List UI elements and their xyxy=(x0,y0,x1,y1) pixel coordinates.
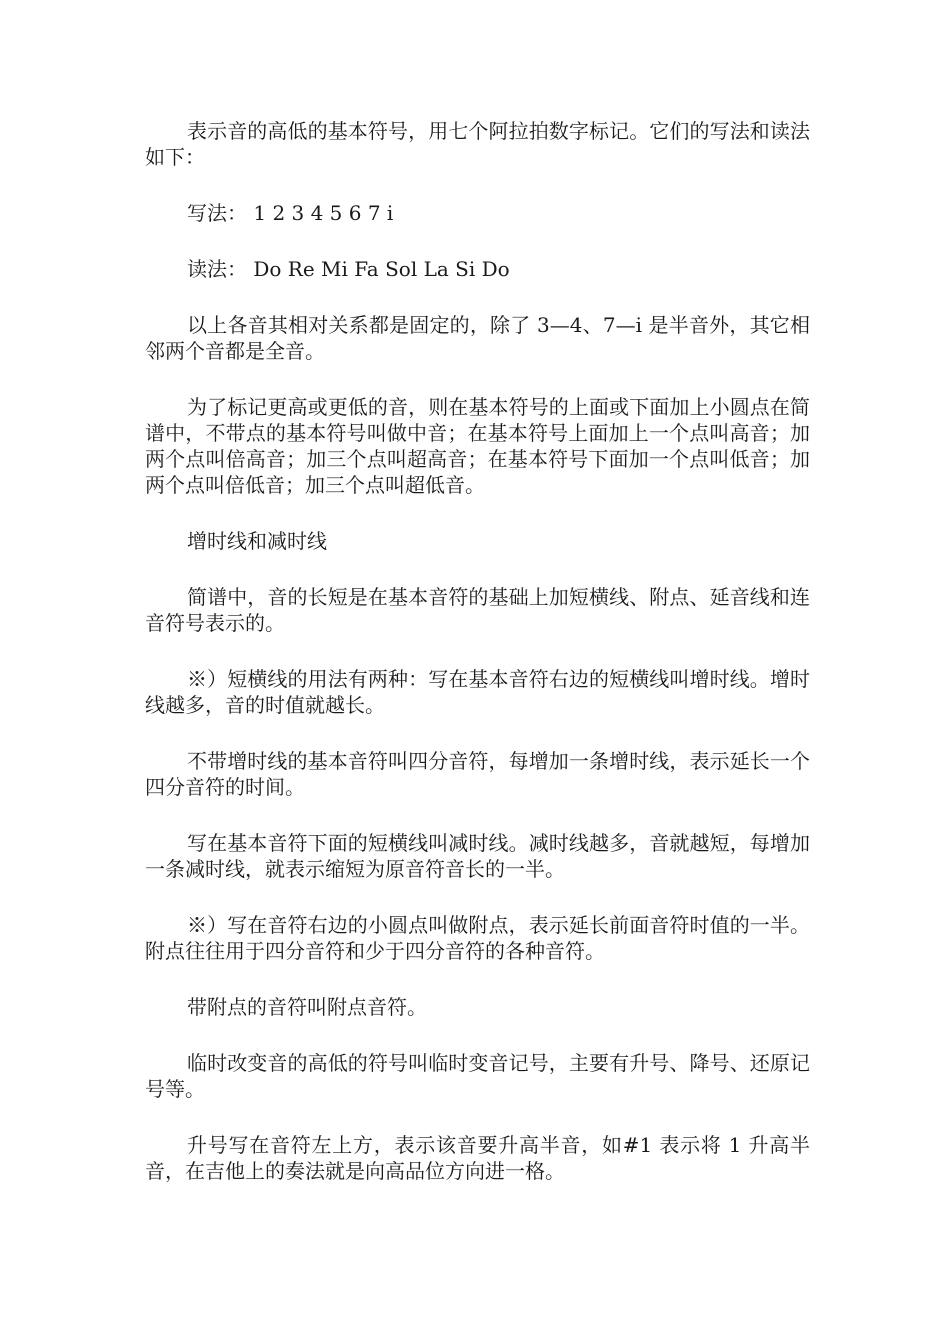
quarter-note-paragraph: 不带增时线的基本音符叫四分音符，每增加一条增时线，表示延长一个四分音符的时间。 xyxy=(145,749,810,799)
interval-paragraph: 以上各音其相对关系都是固定的，除了 3—4、7—i 是半音外，其它相邻两个音都是全音。 xyxy=(145,313,810,363)
dash-usage-paragraph: ※）短横线的用法有两种：写在基本音符右边的短横线叫增时线。增时线越多，音的时值就越长。 xyxy=(145,667,810,717)
section-heading: 增时线和减时线 xyxy=(187,529,327,553)
sharp-paragraph: 升号写在音符左上方，表示该音要升高半音，如#1 表示将 1 升高半音，在吉他上的奏法就是向高品位方向进一格。 xyxy=(145,1133,810,1183)
duration-paragraph: 简谱中，音的长短是在基本音符的基础上加短横线、附点、延音线和连音符号表示的。 xyxy=(145,585,810,635)
reduce-line-paragraph: 写在基本音符下面的短横线叫减时线。减时线越多，音就越短，每增加一条减时线，就表示缩短为原音符音长的一半。 xyxy=(145,831,810,881)
dotted-note-definition: 带附点的音符叫附点音符。 xyxy=(187,995,427,1019)
notation-writing-line: 写法： 1 2 3 4 5 6 7 i xyxy=(187,201,394,225)
intro-paragraph: 表示音的高低的基本符号，用七个阿拉拍数字标记。它们的写法和读法如下： xyxy=(145,119,810,169)
accidentals-paragraph: 临时改变音的高低的符号叫临时变音记号，主要有升号、降号、还原记号等。 xyxy=(145,1051,810,1101)
octave-dots-paragraph: 为了标记更高或更低的音，则在基本符号的上面或下面加上小圆点在简谱中，不带点的基本符号叫做中音；在基本符号上面加上一个点叫高音；加两个点叫倍高音；加三个点叫超高音；在基本符号下面加一个点叫低音；加两个点叫倍低音；加三个点叫超低音。 xyxy=(145,395,810,497)
notation-reading-line: 读法： Do Re Mi Fa Sol La Si Do xyxy=(187,257,510,281)
document-body xyxy=(145,118,810,1214)
dotted-note-paragraph: ※）写在音符右边的小圆点叫做附点，表示延长前面音符时值的一半。附点往往用于四分音符和少于四分音符的各种音符。 xyxy=(145,913,810,963)
